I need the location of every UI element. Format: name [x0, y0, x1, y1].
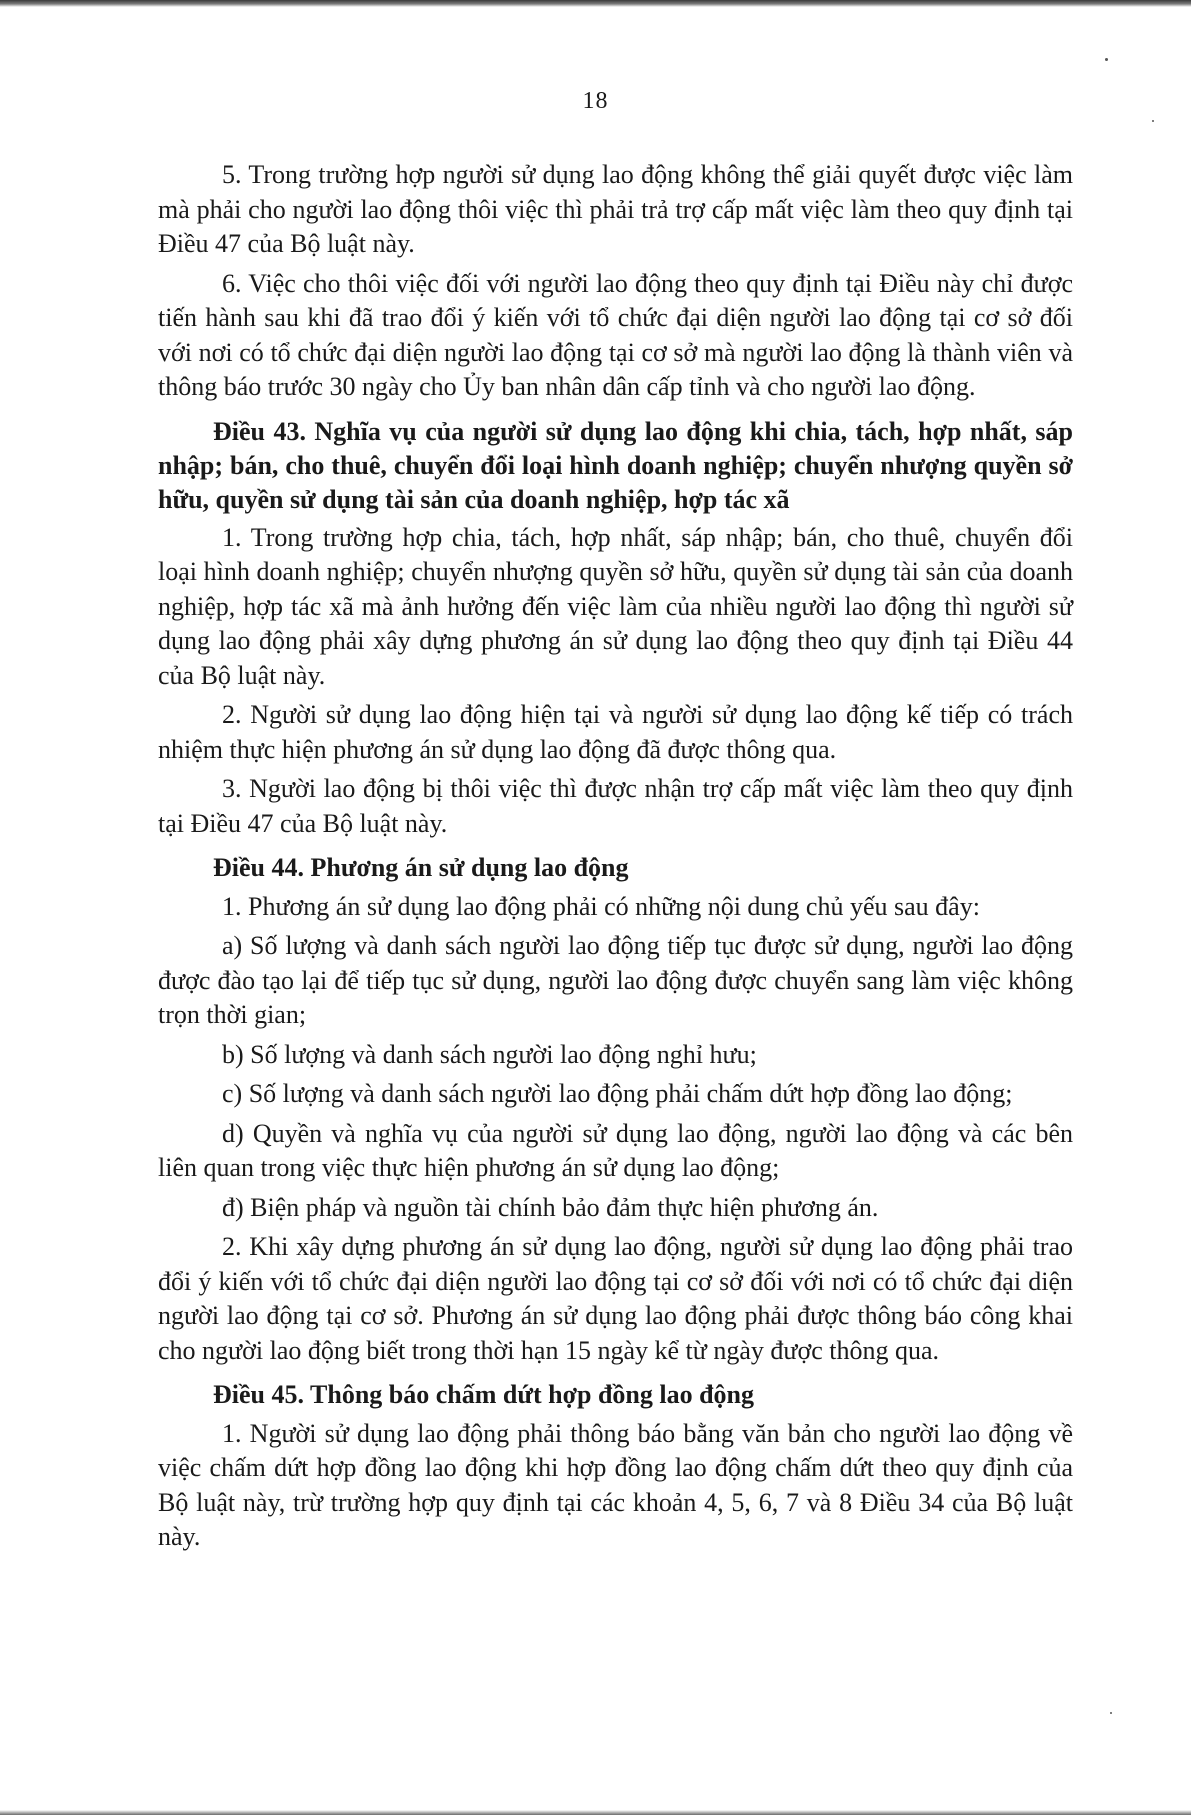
article-heading: Điều 45. Thông báo chấm dứt hợp đồng lao động — [213, 1380, 755, 1409]
scan-edge-top — [0, 0, 1191, 7]
scan-speck — [1105, 58, 1108, 61]
clause-paragraph: c) Số lượng và danh sách người lao động phải chấm dứt hợp đồng lao động; — [222, 1079, 1013, 1108]
clause-paragraph: 5. Trong trường hợp người sử dụng lao động không thể giải quyết được việc làm mà phải cho người lao động thôi việc thì phải trả trợ cấp mất việc làm theo quy định tại Điều 47 của Bộ luật này. — [158, 160, 1073, 258]
clause-paragraph: d) Quyền và nghĩa vụ của người sử dụng lao động, người lao động và các bên liên quan trong việc thực hiện phương án sử dụng lao động; — [158, 1118, 1073, 1182]
document-body — [158, 158, 1073, 1560]
article-heading: Điều 43. Nghĩa vụ của người sử dụng lao động khi chia, tách, hợp nhất, sáp nhập; bán, cho thuê, chuyển đổi loại hình doanh nghiệp; chuyển nhượng quyền sở hữu, quyền sử dụng tài sản của doanh nghiệp, hợp tác xã — [158, 416, 1073, 514]
clause-paragraph: đ) Biện pháp và nguồn tài chính bảo đảm thực hiện phương án. — [222, 1192, 879, 1222]
clause-paragraph: 3. Người lao động bị thôi việc thì được nhận trợ cấp mất việc làm theo quy định tại Điều 47 của Bộ luật này. — [158, 774, 1073, 838]
clause-paragraph: 1. Phương án sử dụng lao động phải có những nội dung chủ yếu sau đây: — [222, 891, 980, 921]
clause-paragraph: a) Số lượng và danh sách người lao động tiếp tục được sử dụng, người lao động được đào tạo lại để tiếp tục sử dụng, người lao động được chuyển sang làm việc không trọn thời gian; — [158, 931, 1073, 1029]
clause-paragraph: 2. Khi xây dựng phương án sử dụng lao động, người sử dụng lao động phải trao đổi ý kiến với tổ chức đại diện người lao động tại cơ sở đối với nơi có tổ chức đại diện người lao động tại cơ sở. Phương án sử dụng lao động phải được thông báo công khai cho người lao động biết trong thời hạn 15 ngày kể từ ngày được thông qua. — [158, 1232, 1073, 1365]
clause-paragraph: 6. Việc cho thôi việc đối với người lao động theo quy định tại Điều này chỉ được tiến hành sau khi đã trao đổi ý kiến với tổ chức đại diện người lao động tại cơ sở đối với nơi có tổ chức đại diện người lao động tại cơ sở mà người lao động là thành viên và thông báo trước 30 ngày cho Ủy ban nhân dân cấp tỉnh và cho người lao động. — [158, 268, 1073, 401]
scan-edge-bottom — [0, 1810, 1191, 1815]
clause-paragraph: 1. Người sử dụng lao động phải thông báo bằng văn bản cho người lao động về việc chấm dứt hợp đồng lao động khi hợp đồng lao động chấm dứt theo quy định của Bộ luật này, trừ trường hợp quy định tại các khoản 4, 5, 6, 7 và 8 Điều 34 của Bộ luật này. — [158, 1418, 1073, 1551]
scan-speck — [1152, 120, 1154, 122]
clause-paragraph: 1. Trong trường hợp chia, tách, hợp nhất, sáp nhập; bán, cho thuê, chuyển đổi loại hình doanh nghiệp; chuyển nhượng quyền sở hữu, quyền sử dụng tài sản của doanh nghiệp, hợp tác xã mà ảnh hưởng đến việc làm của nhiều người lao động thì người sử dụng lao động phải xây dựng phương án sử dụng lao động theo quy định tại Điều 44 của Bộ luật này. — [158, 522, 1073, 690]
article-heading: Điều 44. Phương án sử dụng lao động — [213, 853, 629, 882]
clause-paragraph: b) Số lượng và danh sách người lao động nghỉ hưu; — [222, 1039, 757, 1069]
scan-speck — [1110, 1712, 1112, 1714]
clause-paragraph: 2. Người sử dụng lao động hiện tại và người sử dụng lao động kế tiếp có trách nhiệm thực hiện phương án sử dụng lao động đã được thông qua. — [158, 700, 1073, 764]
page-number: 18 — [582, 88, 609, 114]
